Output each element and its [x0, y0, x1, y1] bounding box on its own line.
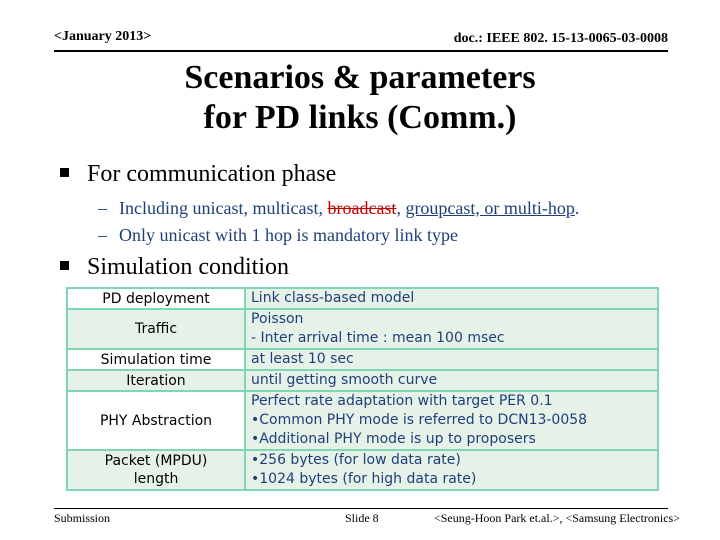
table-row	[67, 349, 658, 370]
subbullet-link-types	[98, 198, 579, 219]
table-value-cell	[245, 391, 658, 450]
title-line-2: for PD links (Comm.)	[203, 99, 517, 136]
value-line: •1024 bytes (for high data rate)	[251, 471, 477, 487]
value-line: •Additional PHY mode is up to proposers	[251, 431, 536, 447]
dash-icon: –	[98, 225, 107, 245]
subbullet-end: .	[574, 198, 580, 218]
table-row	[67, 391, 658, 450]
table-row	[67, 309, 658, 349]
header-rule	[54, 50, 668, 52]
subbullet-struck-text: broadcast	[327, 198, 397, 218]
value-line: •256 bytes (for low data rate)	[251, 452, 461, 468]
bullet-simulation-text: Simulation condition	[87, 254, 289, 280]
title-line-1: Scenarios & parameters	[184, 59, 536, 96]
value-line: Poisson	[251, 311, 304, 327]
key-line: Packet (MPDU)	[104, 453, 208, 469]
key-line: length	[133, 471, 179, 487]
footer-rule	[54, 508, 668, 509]
square-bullet-icon	[60, 261, 69, 270]
subbullet-prefix: Including unicast, multicast,	[119, 198, 323, 218]
subbullet-comma: ,	[396, 198, 401, 218]
table-row	[67, 450, 658, 490]
footer-author: <Seung-Hoon Park et.al.>, <Samsung Electronics>	[433, 511, 680, 525]
dash-icon: –	[98, 198, 107, 218]
table-row	[67, 288, 658, 309]
table-key-cell: Iteration	[67, 370, 245, 391]
bullet-simulation	[60, 253, 289, 281]
value-line: •Common PHY mode is referred to DCN13-0058	[251, 412, 588, 428]
subbullet-mandatory	[98, 225, 458, 246]
square-bullet-icon	[60, 168, 69, 177]
value-line: Perfect rate adaptation with target PER 0.1	[251, 393, 553, 409]
header-doc-id: doc.: IEEE 802. 15-13-0065-03-0008	[453, 31, 668, 46]
table-value-cell: at least 10 sec	[245, 349, 658, 370]
footer-submission: Submission	[54, 511, 111, 525]
table-key-cell	[67, 450, 245, 490]
table-key-cell: PD deployment	[67, 288, 245, 309]
subbullet-underlined-text: groupcast, or multi-hop	[405, 198, 575, 218]
table-row	[67, 370, 658, 391]
value-line: - Inter arrival time : mean 100 msec	[251, 330, 505, 346]
table-value-cell: Link class-based model	[245, 288, 658, 309]
bullet-communication	[60, 160, 336, 188]
slide-title	[0, 58, 720, 138]
simulation-table	[66, 287, 659, 491]
table-key-cell: PHY Abstraction	[67, 391, 245, 450]
footer-slide-number: Slide 8	[345, 511, 379, 525]
table-value-cell	[245, 309, 658, 349]
table-key-cell: Simulation time	[67, 349, 245, 370]
bullet-communication-text: For communication phase	[87, 161, 337, 187]
table-key-cell: Traffic	[67, 309, 245, 349]
header-date: <January 2013>	[54, 29, 152, 44]
table-value-cell: until getting smooth curve	[245, 370, 658, 391]
table-value-cell	[245, 450, 658, 490]
subbullet-mandatory-text: Only unicast with 1 hop is mandatory link type	[119, 225, 458, 245]
